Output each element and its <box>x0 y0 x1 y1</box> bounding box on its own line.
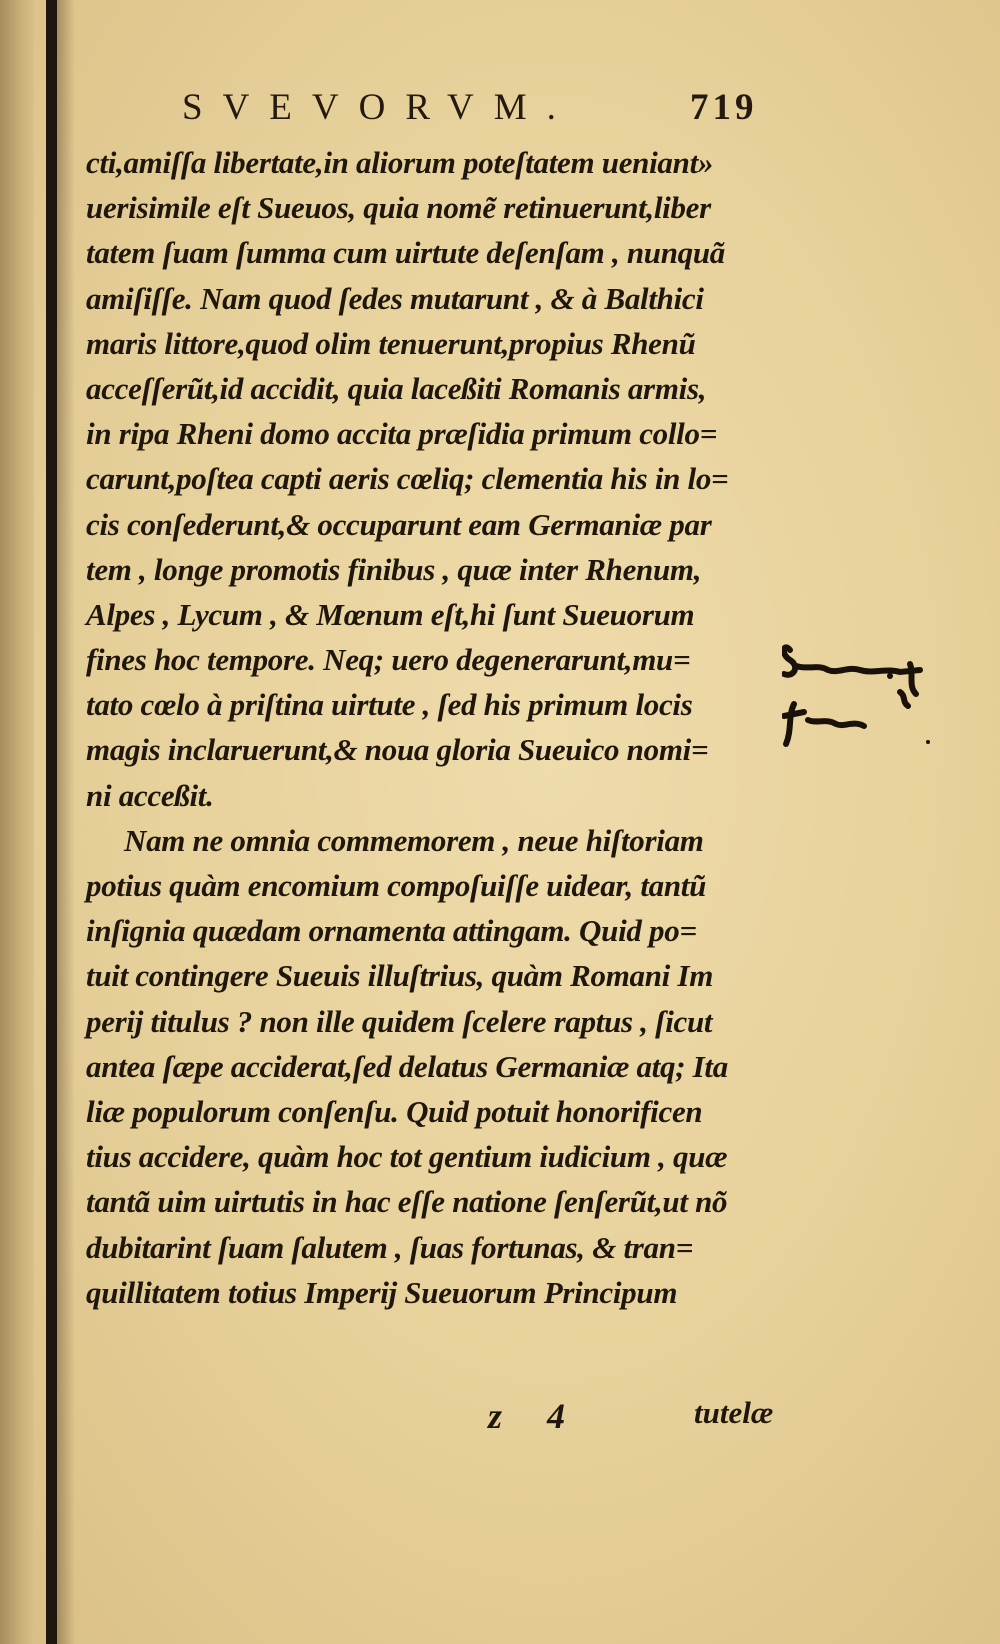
text-line: liæ populorum conſenſu. Quid potuit honorificen <box>86 1093 703 1129</box>
gutter-binding-line <box>46 0 57 1644</box>
handwritten-marginal-note <box>782 640 952 750</box>
text-line: fines hoc tempore. Neq; uero degenerarunt,mu= <box>86 642 691 678</box>
body-text <box>86 140 776 1315</box>
paragraph-start-line: Nam ne omnia commemorem , neue hiſtoriam <box>124 822 704 858</box>
text-line: tius accidere, quàm hoc tot gentium iudicium , quæ <box>86 1139 728 1175</box>
text-line: tatem ſuam ſumma cum uirtute deſenſam , nunquã <box>86 235 726 271</box>
text-line: tato cœlo à priſtina uirtute , ſed his primum locis <box>86 687 693 723</box>
catchword: tutelæ <box>694 1395 774 1430</box>
text-line: cti,amiſſa libertate,in aliorum poteſtatem ueniant» <box>86 145 714 180</box>
text-line: perij titulus ? non ille quidem ſcelere raptus , ſicut <box>86 1003 713 1039</box>
text-line: ni acceßit. <box>86 777 214 813</box>
text-line: amiſiſſe. Nam quod ſedes mutarunt , & à Balthici <box>86 280 704 316</box>
text-line: maris littore,quod olim tenuerunt,propius Rhenũ <box>86 325 696 361</box>
text-line: carunt,poſtea capti aeris cœliq; clementia his in lo= <box>86 461 729 497</box>
text-line: in ripa Rheni domo accita præſidia primum collo= <box>86 416 718 452</box>
gutter-shadow <box>57 0 75 1644</box>
text-line: dubitarint ſuam ſalutem , ſuas fortunas, & tran= <box>86 1229 694 1265</box>
page-number: 719 <box>690 87 758 128</box>
text-line: tantã uim uirtutis in hac eſſe natione ſenſerũt,ut nõ <box>86 1184 728 1220</box>
text-line: antea ſæpe acciderat,ſed delatus Germaniæ atq; Ita <box>86 1048 728 1084</box>
text-line: tuit contingere Sueuis illuſtrius, quàm Romani Im <box>86 958 714 994</box>
text-line: inſignia quædam ornamenta attingam. Quid po= <box>86 913 697 949</box>
text-line: Alpes , Lycum , & Mœnum eſt,hi ſunt Sueuorum <box>86 596 695 632</box>
text-line: tem , longe promotis finibus , quæ inter Rhenum, <box>86 551 702 587</box>
text-line: uerisimile eſt Sueuos, quia nomẽ retinuerunt,liber <box>86 190 711 226</box>
text-line: acceſſerũt,id accidit, quia laceßiti Romanis armis, <box>86 370 707 406</box>
text-line: potius quàm encomium compoſuiſſe uidear, tantũ <box>86 868 707 903</box>
signature-mark: z 4 <box>488 1396 584 1436</box>
text-line: magis inclaruerunt,& noua gloria Sueuico nomi= <box>86 732 709 768</box>
running-head: SVEVORVM. <box>182 87 576 128</box>
page-left-edge <box>0 0 34 1644</box>
text-line: quillitatem totius Imperij Sueuorum Principum <box>86 1274 678 1310</box>
text-line: cis conſederunt,& occuparunt eam Germaniæ par <box>86 506 712 542</box>
